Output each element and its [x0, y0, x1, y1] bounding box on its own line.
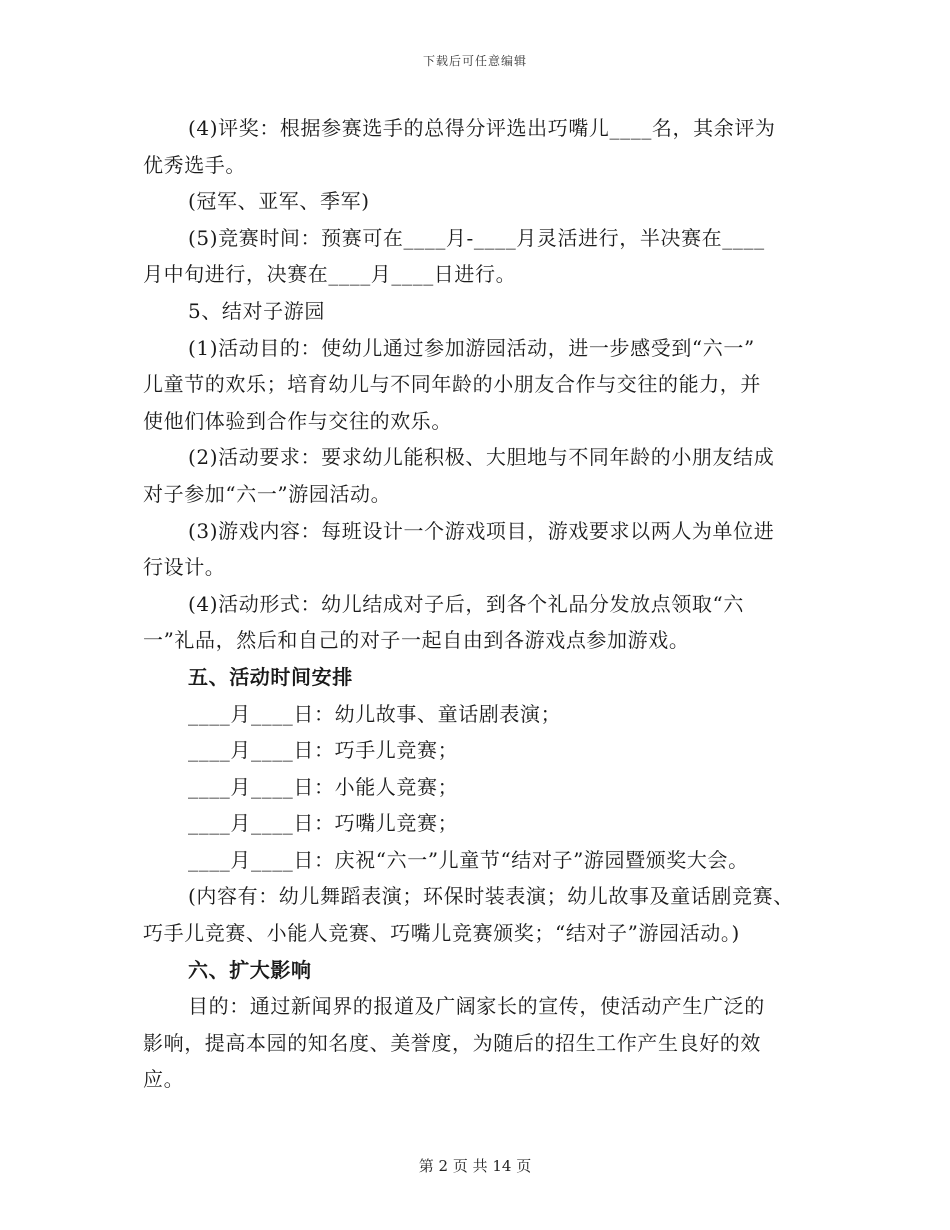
text-line: 使他们体验到合作与交往的欢乐。 — [143, 408, 452, 433]
text-line: (2)活动要求：要求幼儿能积极、大胆地与不同年龄的小朋友结成 — [188, 445, 775, 470]
section-heading: 六、扩大影响 — [188, 957, 312, 982]
text-line: ____月____日：小能人竞赛； — [188, 774, 459, 799]
text-line: (1)活动目的：使幼儿通过参加游园活动，进一步感受到“六一” — [188, 335, 755, 360]
text-line: 应。 — [143, 1067, 185, 1092]
text-line: 优秀选手。 — [143, 152, 246, 177]
text-line: 巧手儿竞赛、小能人竞赛、巧嘴儿竞赛颁奖；“结对子”游园活动。) — [143, 921, 740, 946]
section-heading: 五、活动时间安排 — [188, 664, 353, 689]
text-line: 5、结对子游园 — [188, 298, 325, 323]
text-line: 对子参加“六一”游园活动。 — [143, 481, 392, 506]
text-line: ____月____日：庆祝“六一”儿童节“结对子”游园暨颁奖大会。 — [188, 847, 749, 872]
text-line: (内容有：幼儿舞蹈表演；环保时装表演；幼儿故事及童话剧竞赛、 — [188, 884, 794, 909]
page-footer: 第 2 页 共 14 页 — [418, 1157, 532, 1175]
text-line: 儿童节的欢乐；培育幼儿与不同年龄的小朋友合作与交往的能力，并 — [143, 372, 761, 397]
text-line: ____月____日：幼儿故事、童话剧表演； — [188, 701, 562, 726]
text-line: (3)游戏内容：每班设计一个游戏项目，游戏要求以两人为单位进 — [188, 518, 775, 543]
text-line: ____月____日：巧手儿竞赛； — [188, 738, 459, 763]
text-line: (4)活动形式：幼儿结成对子后，到各个礼品分发放点领取“六 — [188, 591, 744, 616]
text-line: 影响，提高本园的知名度、美誉度，为随后的招生工作产生良好的效 — [143, 1030, 761, 1055]
text-line: (5)竞赛时间：预赛可在____月-____月灵活进行，半决赛在____ — [188, 225, 765, 250]
text-line: (4)评奖：根据参赛选手的总得分评选出巧嘴儿____名，其余评为 — [188, 116, 776, 140]
text-line: 行设计。 — [143, 555, 226, 580]
page-header: 下载后可任意编辑 — [422, 54, 527, 68]
text-line: 一”礼品，然后和自己的对子一起自由到各游戏点参加游戏。 — [143, 628, 690, 653]
text-line: ____月____日：巧嘴儿竞赛； — [188, 811, 459, 836]
text-line: 目的：通过新闻界的报道及广阔家长的宣传，使活动产生广泛的 — [188, 994, 765, 1019]
text-line: 月中旬进行，决赛在____月____日进行。 — [143, 262, 517, 287]
text-line: (冠军、亚军、季军) — [188, 189, 370, 214]
document-body — [143, 110, 808, 1098]
